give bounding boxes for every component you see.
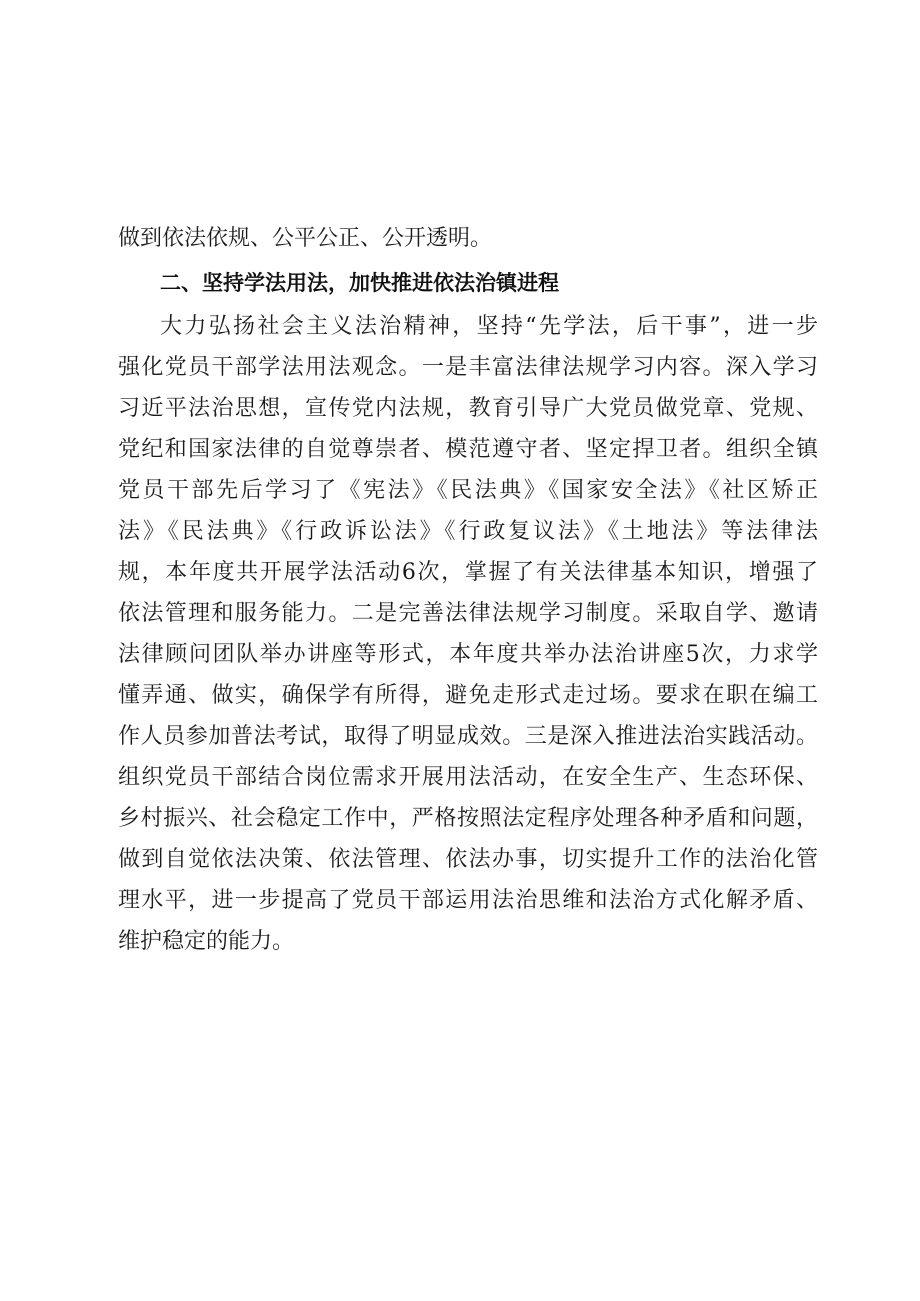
paragraph-line: 规，本年度共开展学法活动6次，掌握了有关法律基本知识，增强了 <box>118 560 818 585</box>
paragraph-line: 懂弄通、做实，确保学有所得，避免走形式走过场。要求在职在编工 <box>118 683 818 708</box>
paragraph-line: 法律顾问团队举办讲座等形式，本年度共举办法治讲座5次，力求学 <box>118 642 818 667</box>
paragraph-line: 法》《民法典》《行政诉讼法》《行政复议法》《土地法》等法律法 <box>118 519 818 544</box>
paragraph-line: 组织党员干部结合岗位需求开展用法活动，在安全生产、生态环保、 <box>118 765 818 790</box>
paragraph-line: 做到自觉依法决策、依法管理、依法办事，切实提升工作的法治化管 <box>118 847 818 872</box>
paragraph-line: 习近平法治思想，宣传党内法规，教育引导广大党员做党章、党规、 <box>118 396 818 421</box>
paragraph-line: 党纪和国家法律的自觉尊崇者、模范遵守者、坚定捍卫者。组织全镇 <box>118 437 818 462</box>
continuation-line: 做到依法依规、公平公正、公开透明。 <box>118 226 493 251</box>
paragraph-line: 党员干部先后学习了《宪法》《民法典》《国家安全法》《社区矫正 <box>118 478 818 503</box>
paragraph-line: 作人员参加普法考试，取得了明显成效。三是深入推进法治实践活动。 <box>118 724 818 749</box>
section-heading: 二、坚持学法用法，加快推进依法治镇进程 <box>160 271 559 295</box>
paragraph-line: 理水平，进一步提高了党员干部运用法治思维和法治方式化解矛盾、 <box>118 888 818 913</box>
paragraph-line: 乡村振兴、社会稳定工作中，严格按照法定程序处理各种矛盾和问题， <box>118 806 818 831</box>
paragraph-line: 强化党员干部学法用法观念。一是丰富法律法规学习内容。深入学习 <box>118 355 818 380</box>
paragraph-line: 维护稳定的能力。 <box>118 929 295 954</box>
paragraph-line: 大力弘扬社会主义法治精神，坚持“先学法，后干事”，进一步 <box>160 314 818 339</box>
paragraph-line: 依法管理和服务能力。二是完善法律法规学习制度。采取自学、邀请 <box>118 601 818 626</box>
